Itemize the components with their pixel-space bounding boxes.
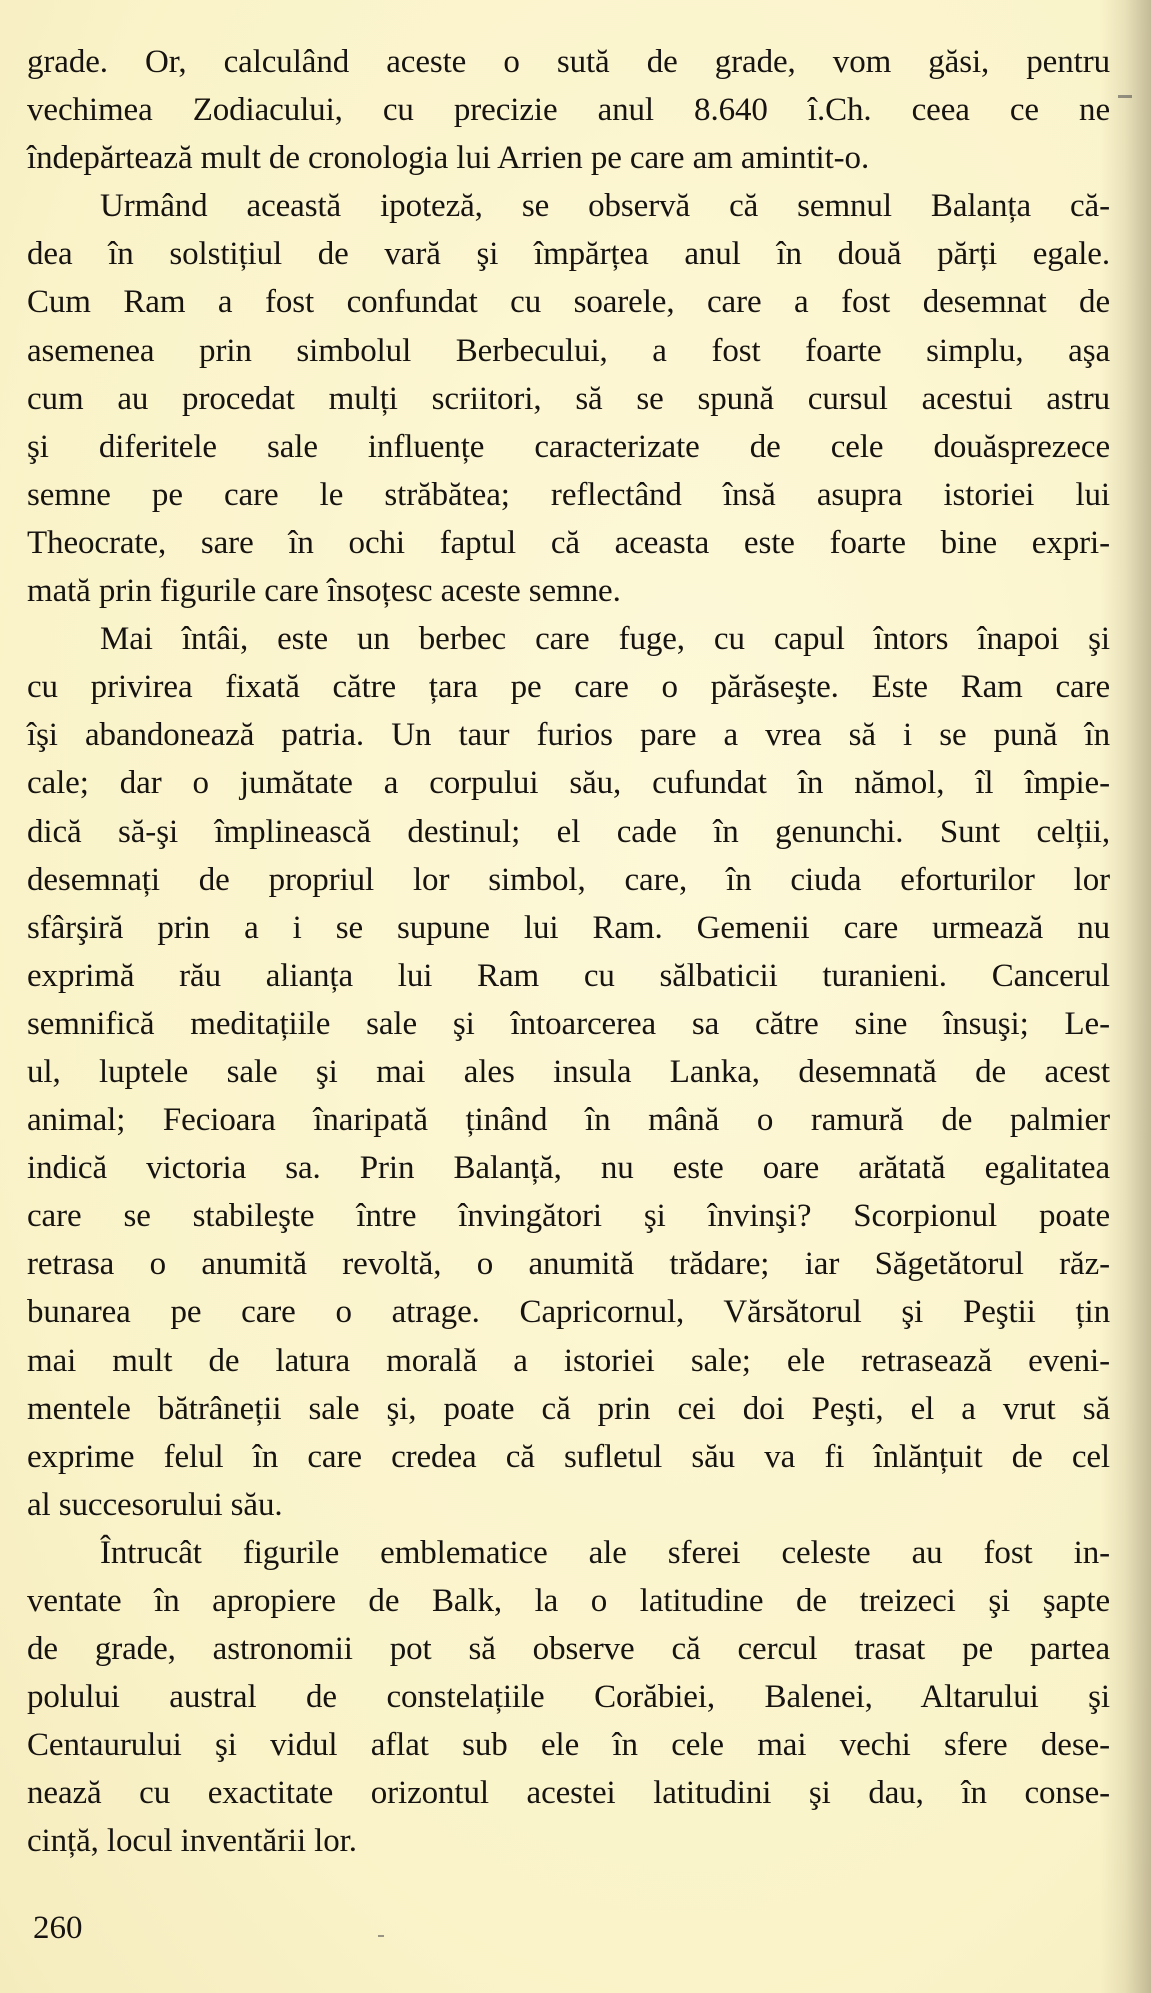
text-line: Întrucât figurile emblematice ale sferei celeste au fost in- — [100, 1534, 1110, 1571]
text-line: Cum Ram a fost confundat cu soarele, care a fost desemnat de — [27, 284, 1110, 321]
text-line: mentele bătrâneții sale şi, poate că prin cei doi Peşti, el a vrut să — [27, 1390, 1110, 1427]
paragraph — [27, 615, 1110, 1529]
text-line: retrasa o anumită revoltă, o anumită trădare; iar Săgetătorul răz- — [27, 1246, 1110, 1283]
page-number: 260 — [33, 1910, 83, 1946]
scan-speck — [1118, 95, 1132, 98]
text-line: al succesorului său. — [27, 1486, 283, 1523]
paragraph — [27, 1529, 1110, 1866]
text-line: îşi abandonează patria. Un taur furios pare a vrea să i se pună în — [27, 717, 1110, 754]
text-line: mai mult de latura morală a istoriei sale; ele retrasează eveni- — [27, 1342, 1110, 1379]
text-line: bunarea pe care o atrage. Capricornul, Vărsătorul şi Peştii țin — [27, 1294, 1110, 1331]
text-line: cință, locul inventării lor. — [27, 1823, 357, 1860]
text-line: dea în solstițiul de vară şi împărțea anul în două părți egale. — [27, 236, 1110, 273]
text-line: exprime felul în care credea că sufletul său va fi înlănțuit de cel — [27, 1438, 1110, 1475]
text-line: asemenea prin simbolul Berbecului, a fost foarte simplu, aşa — [27, 332, 1110, 369]
text-line: de grade, astronomii pot să observe că cercul trasat pe partea — [27, 1631, 1110, 1668]
text-line: semne pe care le străbătea; reflectând însă asupra istoriei lui — [27, 476, 1110, 513]
text-line: cum au procedat mulți scriitori, să se spună cursul acestui astru — [27, 380, 1110, 417]
text-line: cale; dar o jumătate a corpului său, cufundat în nămol, îl împie- — [27, 765, 1110, 802]
text-line: Centaurului şi vidul aflat sub ele în cele mai vechi sfere dese- — [27, 1727, 1110, 1764]
text-line: îndepărtează mult de cronologia lui Arrien pe care am amintit-o. — [27, 140, 870, 177]
text-line: cu privirea fixată către țara pe care o părăseşte. Este Ram care — [27, 669, 1110, 706]
text-line: semnifică meditațiile sale şi întoarcerea sa către sine însuşi; Le- — [27, 1005, 1110, 1042]
text-line: ul, luptele sale şi mai ales insula Lanka, desemnată de acest — [27, 1053, 1110, 1090]
scan-speck — [378, 1935, 384, 1937]
text-line: care se stabileşte între învingători şi învinşi? Scorpionul poate — [27, 1198, 1110, 1235]
text-line: indică victoria sa. Prin Balanță, nu este oare arătată egalitatea — [27, 1150, 1110, 1187]
text-line: şi diferitele sale influențe caracterizate de cele douăsprezece — [27, 428, 1110, 465]
page-body-text — [27, 38, 1110, 1866]
text-line: mată prin figurile care însoțesc aceste semne. — [27, 573, 621, 610]
text-line: nează cu exactitate orizontul acestei latitudini şi dau, în conse- — [27, 1775, 1110, 1812]
text-line: sfârşiră prin a i se supune lui Ram. Gemenii care urmează nu — [27, 909, 1110, 946]
text-line: dică să-şi împlinească destinul; el cade în genunchi. Sunt celții, — [27, 813, 1110, 850]
text-line: Mai întâi, este un berbec care fuge, cu capul întors înapoi şi — [100, 621, 1110, 658]
text-line: Urmând această ipoteză, se observă că semnul Balanța că- — [100, 188, 1110, 225]
text-line: Theocrate, sare în ochi faptul că aceasta este foarte bine expri- — [27, 524, 1110, 561]
paragraph — [27, 38, 1110, 182]
text-line: polului austral de constelațiile Corăbiei, Balenei, Altarului şi — [27, 1679, 1110, 1716]
text-line: desemnați de propriul lor simbol, care, în ciuda eforturilor lor — [27, 861, 1110, 898]
text-line: animal; Fecioara înaripată ținând în mână o ramură de palmier — [27, 1102, 1110, 1139]
text-line: exprimă rău alianța lui Ram cu sălbaticii turanieni. Cancerul — [27, 957, 1110, 994]
paragraph — [27, 182, 1110, 615]
text-line: grade. Or, calculând aceste o sută de grade, vom găsi, pentru — [27, 44, 1110, 80]
text-line: ventate în apropiere de Balk, la o latitudine de treizeci şi şapte — [27, 1583, 1110, 1619]
text-line: vechimea Zodiacului, cu precizie anul 8.640 î.Ch. ceea ce ne — [27, 92, 1110, 129]
